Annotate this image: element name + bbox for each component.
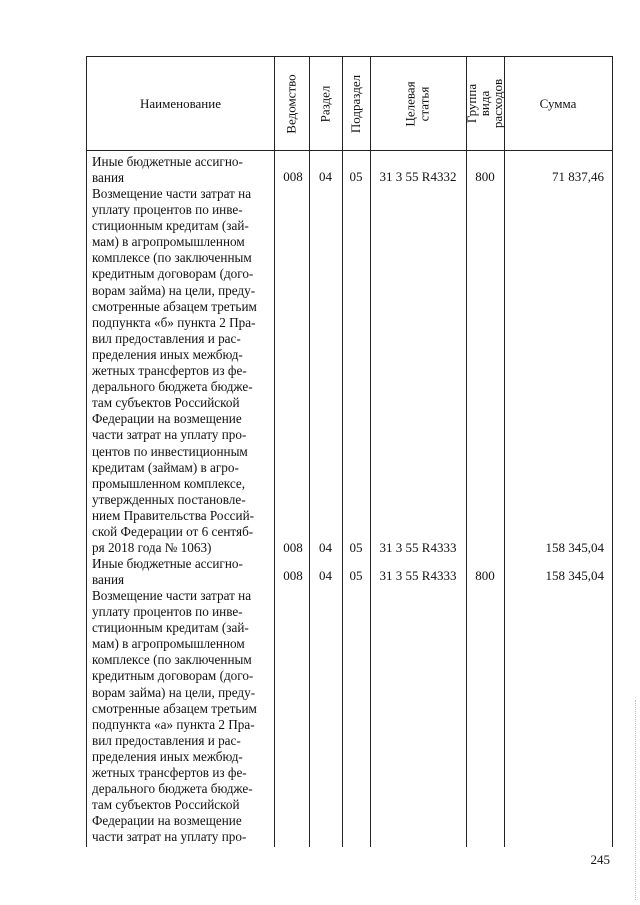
header-vedomstvo <box>274 57 309 150</box>
row-name: Иные бюджетные ассигно- вания <box>92 154 243 186</box>
header-celevaya <box>370 57 466 150</box>
row-summa: 158 345,04 <box>545 540 604 555</box>
row-celevaya: 31 3 55 R4333 <box>379 568 457 583</box>
row-celevaya: 31 3 55 R4332 <box>379 169 457 184</box>
header-name <box>87 57 274 150</box>
row-podrazdel: 05 <box>349 568 363 583</box>
row-vedomstvo: 008 <box>283 540 303 555</box>
row-summa: 71 837,46 <box>552 169 604 184</box>
header-podrazdel <box>342 57 370 150</box>
header-divider <box>87 150 612 151</box>
page-number: 245 <box>590 852 610 867</box>
header-razdel <box>309 57 342 150</box>
column-divider <box>274 57 275 847</box>
row-vedomstvo: 008 <box>283 169 303 184</box>
header-summa-text: Сумма <box>539 95 577 111</box>
row-razdel: 04 <box>319 169 332 184</box>
row-celevaya: 31 3 55 R4333 <box>379 540 457 555</box>
header-celevaya-text: Целевая статья <box>402 80 432 127</box>
header-gruppa-text: Группа вида расходов <box>464 78 506 129</box>
scan-edge-mark <box>635 700 636 900</box>
row-vedomstvo: 008 <box>283 568 303 583</box>
header-gruppa <box>466 57 504 150</box>
row-podrazdel: 05 <box>349 540 363 555</box>
row-name: Возмещение части затрат на уплату процентов по инве- стиционным кредитам (зай- мам) в агропромышленном комплексе (по заключенным кредитным договорам (дого- ворам займа) на цели, преду- смотренные абзацем третьим подпункта «а» пункта 2 Пра- вил предоставления и рас- пределения иных межбюд- жетных трансфертов из фе- дерального бюджета бюдже- там субъектов Российской Федерации на возмещение части затрат на уплату про- <box>92 588 257 845</box>
row-razdel: 04 <box>319 540 332 555</box>
row-name: Возмещение части затрат на уплату процентов по инве- стиционным кредитам (зай- мам) в агропромышленном комплексе (по заключенным кредитным договорам (дого- ворам займа) на цели, преду- смотренные абзацем третьим подпункта «б» пункта 2 Пра- вил предоставления и рас- пределения иных межбюд- жетных трансфертов из фе- дерального бюджета бюдже- там субъектов Российской Федерации на возмещение части затрат на уплату про- центов по инвестиционным кредитам (займам) в агро- промышленном комплексе, утвержденных постановле- нием Правительства Россий- ской Федерации от 6 сентяб- ря 2018 года № 1063) <box>92 186 257 556</box>
row-summa: 158 345,04 <box>545 568 604 583</box>
row-name: Иные бюджетные ассигно- вания <box>92 556 243 588</box>
header-razdel-text: Раздел <box>317 85 333 122</box>
header-summa <box>504 57 612 150</box>
row-gruppa: 800 <box>475 169 495 184</box>
row-gruppa: 800 <box>475 568 495 583</box>
row-razdel: 04 <box>319 568 332 583</box>
budget-table <box>86 56 613 847</box>
header-vedomstvo-text: Ведомство <box>283 73 299 134</box>
header-podrazdel-text: Подраздел <box>348 74 364 133</box>
row-podrazdel: 05 <box>349 169 363 184</box>
header-name-text: Наименование <box>140 95 221 111</box>
